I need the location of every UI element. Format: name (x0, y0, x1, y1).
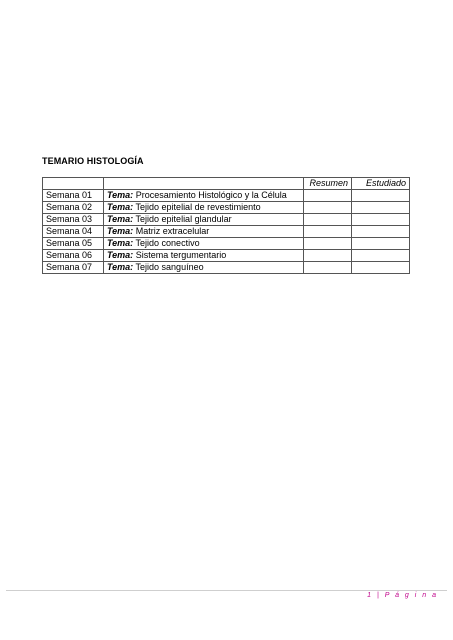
resumen-checkbox-cell (304, 190, 352, 202)
topic-cell (104, 190, 304, 202)
resumen-checkbox-cell (304, 238, 352, 250)
topic-text: Tejido epitelial glandular (135, 214, 232, 224)
resumen-checkbox-cell (304, 202, 352, 214)
topic-text: Matriz extracelular (135, 226, 210, 236)
topic-prefix: Tema: (107, 202, 134, 212)
page-number: 1 | P á g i n a (367, 592, 438, 599)
week-cell: Semana 07 (43, 262, 104, 274)
header-cell-week (43, 178, 104, 190)
topic-cell (104, 250, 304, 262)
week-cell: Semana 01 (43, 190, 104, 202)
table-row (43, 250, 410, 262)
table-row (43, 190, 410, 202)
resumen-checkbox-cell (304, 214, 352, 226)
table-row (43, 226, 410, 238)
estudiado-checkbox-cell (352, 226, 410, 238)
topic-text: Procesamiento Histológico y la Célula (135, 190, 287, 200)
topic-prefix: Tema: (107, 238, 134, 248)
table-row (43, 214, 410, 226)
estudiado-checkbox-cell (352, 238, 410, 250)
topic-cell (104, 214, 304, 226)
week-cell: Semana 06 (43, 250, 104, 262)
estudiado-checkbox-cell (352, 190, 410, 202)
table-row (43, 238, 410, 250)
topic-text: Tejido conectivo (135, 238, 200, 248)
week-cell: Semana 02 (43, 202, 104, 214)
syllabus-table (42, 177, 410, 274)
estudiado-checkbox-cell (352, 262, 410, 274)
topic-cell (104, 238, 304, 250)
table-header-row (43, 178, 410, 190)
topic-cell (104, 202, 304, 214)
estudiado-checkbox-cell (352, 214, 410, 226)
topic-cell (104, 226, 304, 238)
topic-text: Sistema tergumentario (135, 250, 227, 260)
header-cell-resumen: Resumen (304, 178, 352, 190)
topic-prefix: Tema: (107, 262, 134, 272)
document-title: TEMARIO HISTOLOGÍA (42, 156, 144, 166)
topic-prefix: Tema: (107, 190, 134, 200)
week-cell: Semana 03 (43, 214, 104, 226)
topic-text: Tejido sanguíneo (135, 262, 204, 272)
topic-prefix: Tema: (107, 214, 134, 224)
resumen-checkbox-cell (304, 226, 352, 238)
resumen-checkbox-cell (304, 262, 352, 274)
topic-prefix: Tema: (107, 226, 134, 236)
header-cell-topic (104, 178, 304, 190)
estudiado-checkbox-cell (352, 250, 410, 262)
table-row (43, 202, 410, 214)
footer-divider (6, 590, 447, 591)
topic-cell (104, 262, 304, 274)
topic-prefix: Tema: (107, 250, 134, 260)
header-cell-estudiado: Estudiado (352, 178, 410, 190)
week-cell: Semana 04 (43, 226, 104, 238)
week-cell: Semana 05 (43, 238, 104, 250)
estudiado-checkbox-cell (352, 202, 410, 214)
topic-text: Tejido epitelial de revestimiento (135, 202, 261, 212)
resumen-checkbox-cell (304, 250, 352, 262)
table-row (43, 262, 410, 274)
